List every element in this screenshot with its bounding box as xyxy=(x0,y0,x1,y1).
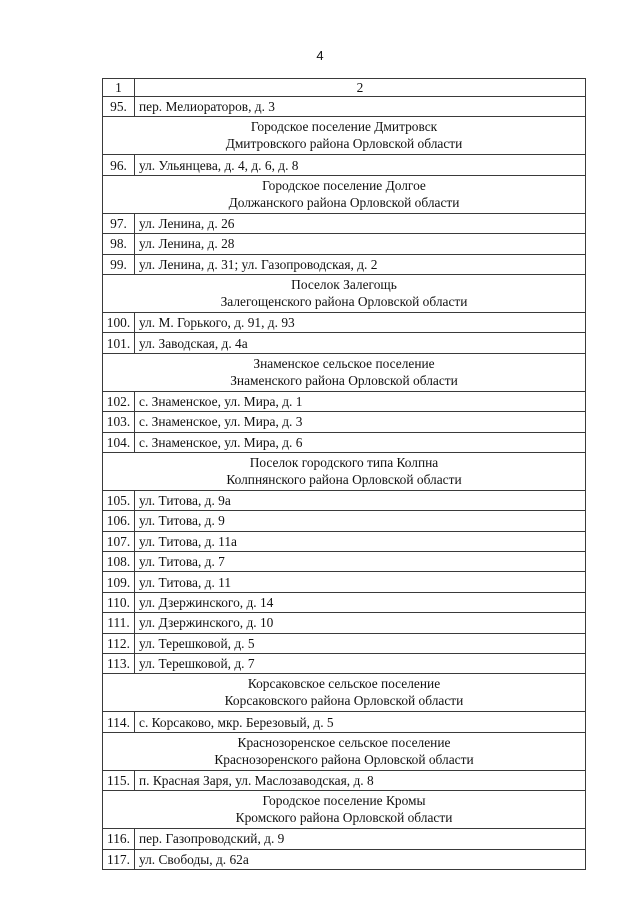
address-cell: п. Красная Заря, ул. Маслозаводская, д. 8 xyxy=(135,770,586,790)
row-number: 105. xyxy=(103,490,135,510)
row-number: 117. xyxy=(103,849,135,869)
row-number: 101. xyxy=(103,333,135,353)
section-title-line1: Знаменское сельское поселение xyxy=(253,355,435,371)
section-header-row xyxy=(103,175,586,213)
address-cell: ул. Ленина, д. 31; ул. Газопроводская, д. 2 xyxy=(135,254,586,274)
table-row xyxy=(103,654,586,674)
address-cell: ул. Свободы, д. 62а xyxy=(135,849,586,869)
table-row xyxy=(103,213,586,233)
table-row xyxy=(103,254,586,274)
address-cell: ул. Титова, д. 9а xyxy=(135,490,586,510)
address-cell: пер. Газопроводский, д. 9 xyxy=(135,829,586,849)
row-number: 113. xyxy=(103,654,135,674)
table-row xyxy=(103,572,586,592)
addresses-table xyxy=(102,78,586,870)
row-number: 100. xyxy=(103,312,135,332)
section-title-line2: Знаменского района Орловской области xyxy=(230,372,458,388)
table-row xyxy=(103,234,586,254)
address-cell: ул. Титова, д. 7 xyxy=(135,552,586,572)
address-cell: пер. Мелиораторов, д. 3 xyxy=(135,97,586,117)
page-number: 4 xyxy=(316,48,324,63)
address-cell: ул. Титова, д. 11а xyxy=(135,531,586,551)
address-cell: ул. Ульянцева, д. 4, д. 6, д. 8 xyxy=(135,155,586,175)
row-number: 97. xyxy=(103,213,135,233)
table-row xyxy=(103,432,586,452)
section-title-cell xyxy=(103,452,586,490)
section-title-line1: Городское поселение Долгое xyxy=(262,177,426,193)
section-title-cell xyxy=(103,117,586,155)
row-number: 96. xyxy=(103,155,135,175)
section-header-row xyxy=(103,674,586,712)
section-title-line1: Поселок городского типа Колпна xyxy=(249,454,439,470)
table-row xyxy=(103,613,586,633)
address-cell: ул. Дзержинского, д. 14 xyxy=(135,592,586,612)
row-number: 106. xyxy=(103,511,135,531)
table-row xyxy=(103,592,586,612)
table-row xyxy=(103,391,586,411)
section-title-line1: Поселок Залегощь xyxy=(291,276,397,292)
section-title-line2: Залегощенского района Орловской области xyxy=(220,293,468,309)
row-number: 98. xyxy=(103,234,135,254)
table-row xyxy=(103,412,586,432)
section-header-row xyxy=(103,274,586,312)
section-title-cell xyxy=(103,175,586,213)
row-number: 102. xyxy=(103,391,135,411)
address-cell: ул. Титова, д. 11 xyxy=(135,572,586,592)
header-cell-1: 1 xyxy=(103,79,135,97)
address-cell: с. Знаменское, ул. Мира, д. 1 xyxy=(135,391,586,411)
address-cell: ул. Ленина, д. 28 xyxy=(135,234,586,254)
address-cell: с. Корсаково, мкр. Березовый, д. 5 xyxy=(135,712,586,732)
section-title-line2: Должанского района Орловской области xyxy=(228,194,460,210)
address-cell: ул. Терешковой, д. 7 xyxy=(135,654,586,674)
section-header-row xyxy=(103,732,586,770)
row-number: 109. xyxy=(103,572,135,592)
table-header-row xyxy=(103,79,586,97)
address-cell: ул. Титова, д. 9 xyxy=(135,511,586,531)
section-title-cell xyxy=(103,674,586,712)
section-title-cell xyxy=(103,274,586,312)
table-row xyxy=(103,333,586,353)
section-header-row xyxy=(103,117,586,155)
section-title-line1: Городское поселение Дмитровск xyxy=(250,119,438,135)
table-row xyxy=(103,770,586,790)
row-number: 95. xyxy=(103,97,135,117)
row-number: 103. xyxy=(103,412,135,432)
address-cell: ул. М. Горького, д. 91, д. 93 xyxy=(135,312,586,332)
table-row xyxy=(103,312,586,332)
address-cell: ул. Ленина, д. 26 xyxy=(135,213,586,233)
row-number: 114. xyxy=(103,712,135,732)
table-row xyxy=(103,849,586,869)
table-row xyxy=(103,552,586,572)
table-row xyxy=(103,511,586,531)
address-cell: ул. Заводская, д. 4а xyxy=(135,333,586,353)
section-header-row xyxy=(103,353,586,391)
row-number: 116. xyxy=(103,829,135,849)
row-number: 107. xyxy=(103,531,135,551)
section-title-line1: Городское поселение Кромы xyxy=(262,793,426,809)
row-number: 104. xyxy=(103,432,135,452)
table-row xyxy=(103,97,586,117)
section-title-cell xyxy=(103,732,586,770)
table-row xyxy=(103,531,586,551)
row-number: 99. xyxy=(103,254,135,274)
section-title-cell xyxy=(103,353,586,391)
table-row xyxy=(103,712,586,732)
address-cell: ул. Дзержинского, д. 10 xyxy=(135,613,586,633)
section-title-cell xyxy=(103,791,586,829)
table-row xyxy=(103,829,586,849)
table-body xyxy=(103,79,586,870)
row-number: 111. xyxy=(103,613,135,633)
address-cell: с. Знаменское, ул. Мира, д. 6 xyxy=(135,432,586,452)
section-title-line2: Кромского района Орловской области xyxy=(235,810,453,826)
table-row xyxy=(103,633,586,653)
header-cell-2: 2 xyxy=(135,79,586,97)
section-title-line1: Краснозоренское сельское поселение xyxy=(237,734,451,750)
section-title-line2: Корсаковского района Орловской области xyxy=(224,693,464,709)
section-title-line2: Дмитровского района Орловской области xyxy=(225,136,463,152)
section-header-row xyxy=(103,791,586,829)
section-title-line1: Корсаковское сельское поселение xyxy=(247,676,441,692)
address-cell: с. Знаменское, ул. Мира, д. 3 xyxy=(135,412,586,432)
row-number: 115. xyxy=(103,770,135,790)
section-title-line2: Колпнянского района Орловской области xyxy=(226,471,462,487)
table-row xyxy=(103,490,586,510)
row-number: 112. xyxy=(103,633,135,653)
table-row xyxy=(103,155,586,175)
section-title-line2: Краснозоренского района Орловской области xyxy=(214,751,474,767)
address-cell: ул. Терешковой, д. 5 xyxy=(135,633,586,653)
row-number: 110. xyxy=(103,592,135,612)
section-header-row xyxy=(103,452,586,490)
row-number: 108. xyxy=(103,552,135,572)
